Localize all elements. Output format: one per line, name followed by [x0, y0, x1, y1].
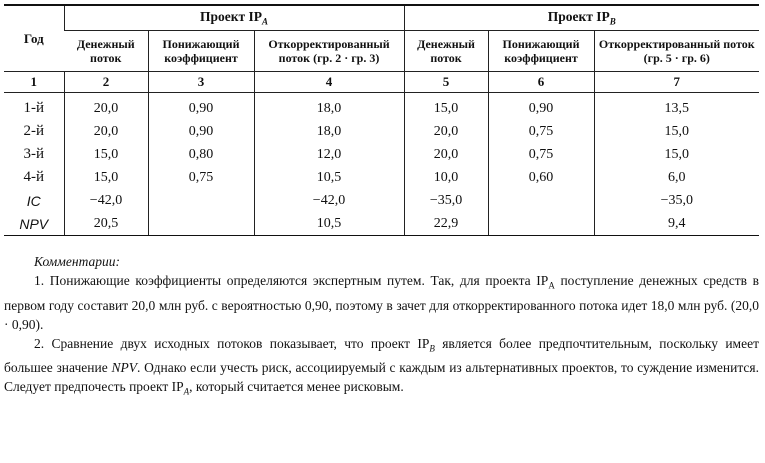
table-cell: 18,0: [254, 120, 404, 143]
table-cell: 10,5: [254, 166, 404, 189]
table-row: [4, 212, 759, 235]
table-cell: −42,0: [64, 189, 148, 212]
column-header: Откорректированный поток (гр. 5 · гр. 6): [594, 31, 759, 72]
table-cell: 0,90: [488, 93, 594, 121]
row-label: IC: [26, 192, 41, 209]
column-header: Понижающий коэффициент: [488, 31, 594, 72]
table-cell: [488, 212, 594, 235]
header-project-b: Проект $IP_B$: [404, 6, 759, 31]
column-number: 5: [404, 72, 488, 93]
table-cell: 15,0: [64, 166, 148, 189]
table-cell: [148, 212, 254, 235]
table-body: [4, 93, 759, 236]
column-number: 2: [64, 72, 148, 93]
column-number: 1: [4, 72, 64, 93]
table-cell: 0,75: [488, 143, 594, 166]
table-cell: 6,0: [594, 166, 759, 189]
header-project-a: Проект $IP_A$: [64, 6, 404, 31]
table-cell: 0,60: [488, 166, 594, 189]
table-cell: 15,0: [594, 120, 759, 143]
comments-section: [4, 252, 759, 402]
comments-title: Комментарии:: [34, 254, 121, 269]
table-cell: 20,0: [404, 143, 488, 166]
column-header: Денежный поток: [404, 31, 488, 72]
table-cell: 22,9: [404, 212, 488, 235]
table-cell: −35,0: [594, 189, 759, 212]
column-number: 4: [254, 72, 404, 93]
table-row: [4, 166, 759, 189]
table-cell: 0,90: [148, 120, 254, 143]
column-number: 7: [594, 72, 759, 93]
row-label: 1-й: [23, 100, 45, 116]
table-cell: [488, 189, 594, 212]
page: [4, 4, 759, 402]
table-cell: 20,0: [64, 93, 148, 121]
table-cell: 20,0: [404, 120, 488, 143]
table-row: [4, 120, 759, 143]
row-label: NPV: [19, 215, 49, 232]
table-cell: 12,0: [254, 143, 404, 166]
table-cell: 15,0: [64, 143, 148, 166]
table-cell: 20,0: [64, 120, 148, 143]
table-cell: −35,0: [404, 189, 488, 212]
column-header: Понижающий коэффициент: [148, 31, 254, 72]
table-cell: 0,90: [148, 93, 254, 121]
table-row: [4, 93, 759, 121]
table-cell: 0,75: [488, 120, 594, 143]
table-cell: 13,5: [594, 93, 759, 121]
row-label: 3-й: [23, 146, 45, 162]
column-number: 3: [148, 72, 254, 93]
header-year: Год: [4, 6, 64, 72]
comment-2: 2. Сравнение двух исходных потоков показывает, что проект $IP_B$ является более предпочтительным, поскольку имеет большее значение NPV. Однако если учесть риск, ассоциируемый с каждым из альтернативных проектов, то суждение изменится. Следует предпочесть проект $IP_A$, который считается менее рисковым.: [4, 335, 759, 398]
table-cell: 15,0: [594, 143, 759, 166]
table-cell: 10,0: [404, 166, 488, 189]
cash-flow-table: [4, 6, 759, 235]
row-label: 2-й: [23, 123, 45, 139]
table-row: [4, 189, 759, 212]
column-header: Откорректированный поток (гр. 2 · гр. 3): [254, 31, 404, 72]
row-label: 4-й: [23, 169, 45, 185]
comment-1: 1. Понижающие коэффициенты определяются экспертным путем. Так, для проекта $IP_A$ поступление денежных средств в первом году составит 20,0 млн руб. с вероятностью 0,90, поэтому в зачет для откорректированного потока идет 18,0 млн руб. (20,0 · 0,90).: [4, 273, 759, 332]
table-cell: 0,80: [148, 143, 254, 166]
table-cell: [148, 189, 254, 212]
table-cell: 20,5: [64, 212, 148, 235]
table-cell: 10,5: [254, 212, 404, 235]
column-number: 6: [488, 72, 594, 93]
table-frame: [4, 4, 759, 236]
table-cell: 15,0: [404, 93, 488, 121]
column-header: Денежный поток: [64, 31, 148, 72]
table-cell: 9,4: [594, 212, 759, 235]
table-row: [4, 143, 759, 166]
table-cell: 0,75: [148, 166, 254, 189]
table-cell: 18,0: [254, 93, 404, 121]
table-cell: −42,0: [254, 189, 404, 212]
